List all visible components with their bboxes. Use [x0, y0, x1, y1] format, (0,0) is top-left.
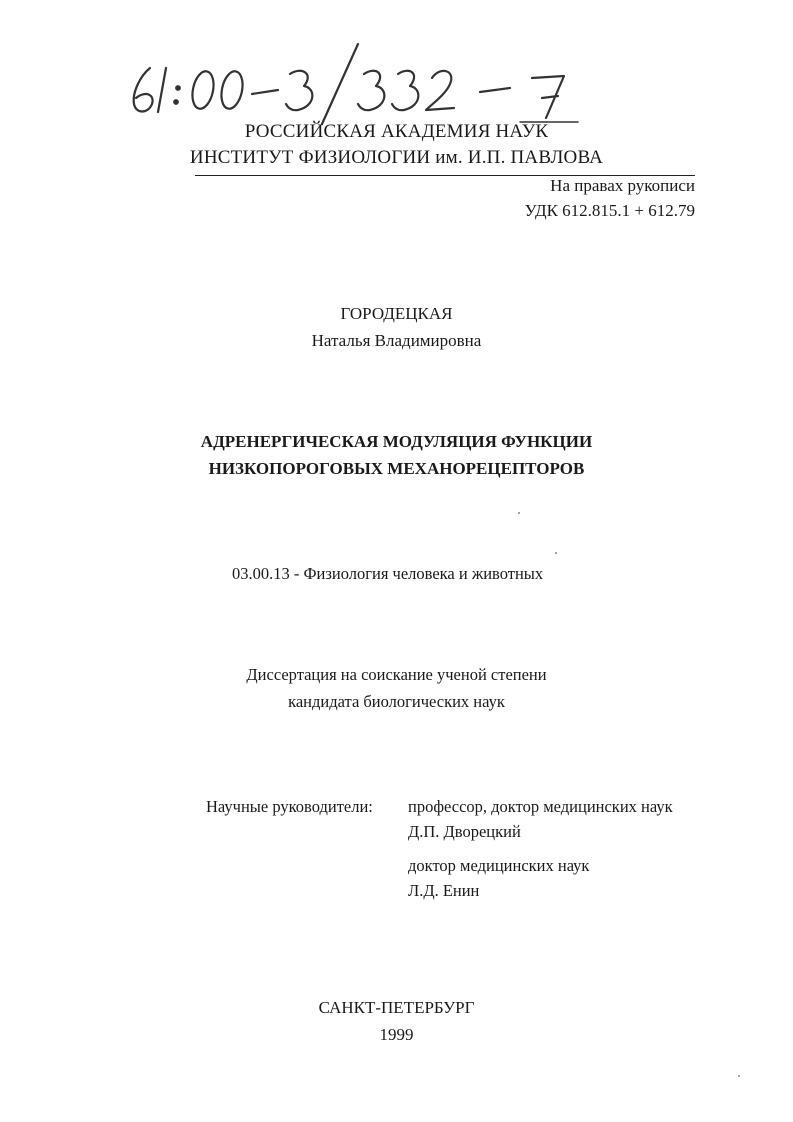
- scan-speck: [738, 1075, 740, 1077]
- udc-code: УДК 612.815.1 + 612.79: [524, 201, 695, 220]
- specialty: 03.00.13 - Физиология человека и животных: [232, 564, 544, 583]
- author-surname: ГОРОДЕЦКАЯ: [340, 304, 453, 323]
- supervisors-label: Научные руководители:: [206, 797, 373, 816]
- city: САНКТ-ПЕТЕРБУРГ: [318, 998, 475, 1017]
- thesis-title-line-1: АДРЕНЕРГИЧЕСКАЯ МОДУЛЯЦИЯ ФУНКЦИИ: [200, 432, 593, 451]
- scan-speck: [555, 552, 557, 554]
- author-given-names: Наталья Владимировна: [311, 331, 482, 350]
- scan-speck: [518, 512, 520, 514]
- supervisor-2-name: Л.Д. Енин: [408, 881, 480, 900]
- degree-line-2: кандидата биологических наук: [288, 692, 505, 711]
- thesis-title-line-2: НИЗКОПОРОГОВЫХ МЕХАНОРЕЦЕПТОРОВ: [208, 459, 585, 478]
- supervisor-1-name: Д.П. Дворецкий: [408, 822, 521, 841]
- year: 1999: [379, 1025, 414, 1044]
- institution-line-1: РОССИЙСКАЯ АКАДЕМИЯ НАУК: [244, 121, 549, 142]
- handwritten-archive-code: [118, 38, 598, 128]
- supervisor-1-title: профессор, доктор медицинских наук: [408, 797, 673, 816]
- degree-line-1: Диссертация на соискание ученой степени: [246, 665, 547, 684]
- institution-line-2: ИНСТИТУТ ФИЗИОЛОГИИ им. И.П. ПАВЛОВА: [189, 147, 604, 168]
- rights-note: На правах рукописи: [550, 176, 695, 195]
- supervisor-2-title: доктор медицинских наук: [408, 856, 590, 875]
